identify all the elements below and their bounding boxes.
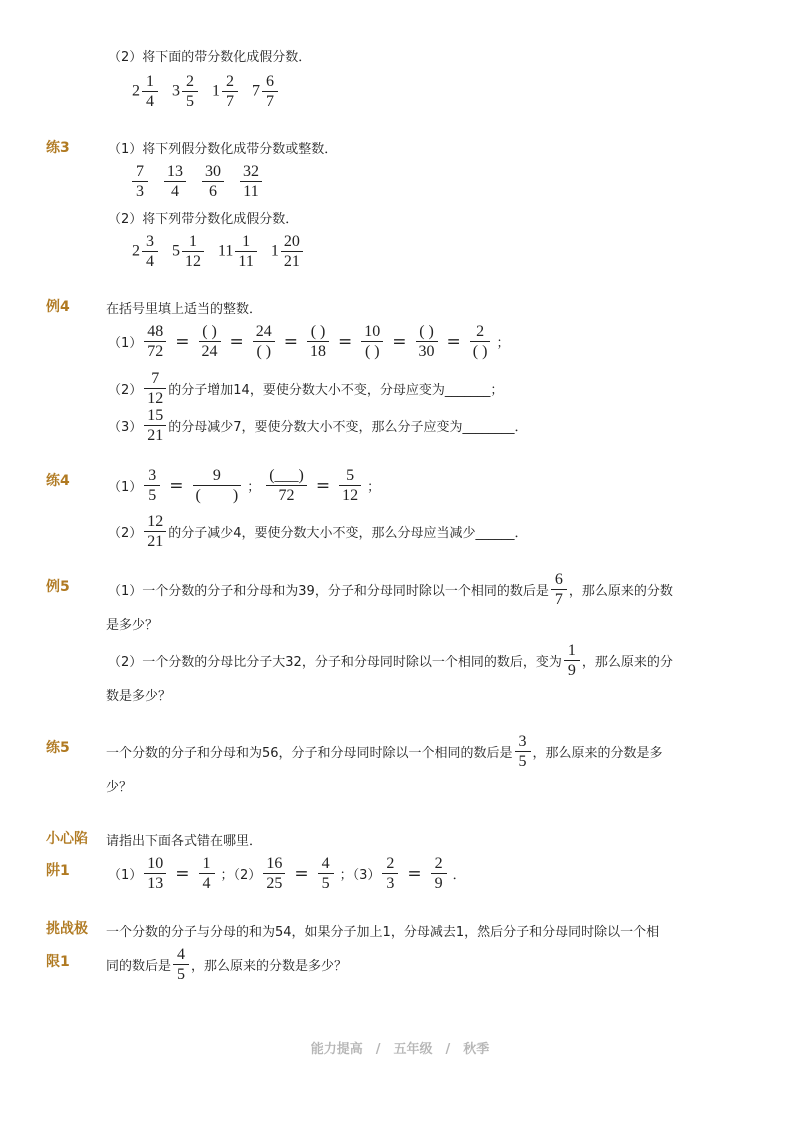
fraction: 7 12 [144,369,166,408]
punctuation: ； [496,336,510,351]
fraction: (___) 72 [266,466,307,505]
lian4-part2 [108,512,528,551]
li4-equation-chain [108,322,509,361]
challenge-text: ，那么原来的分数是多少？ [191,959,348,974]
page-footer: 能力提高 / 五年级 / 秋季 [310,1042,490,1057]
lian4-part1 [108,466,380,505]
fraction: 30 6 [202,162,224,201]
fraction: ( ) 18 [307,322,329,361]
section-label-trap-a: 小心陷 [46,831,88,847]
fraction: $\frac{2}{9}$ [431,854,447,893]
fraction: $\frac{2}{3}$ [382,854,398,893]
item-number: （1） [108,336,143,351]
fraction: 24 ( ) [253,322,275,361]
fraction: 2 ( ) [470,322,491,361]
lian3-q2-text: （2）将下列带分数化成假分数． [108,212,299,227]
item-number: ；（2） [220,868,262,883]
equals-sign: = [338,331,353,352]
fraction: 15 21 [144,406,166,445]
li4-intro: 在括号里填上适当的整数． [106,302,263,317]
section-label-lian4: 练4 [46,473,70,489]
equals-sign: = [229,331,244,352]
fraction: 13 4 [164,162,186,201]
fraction: ( ) 30 [416,322,438,361]
li5-part2-line1 [108,641,673,680]
mixed-number: 1 $\frac{2}{7}$ [212,72,240,111]
top-q2-text: （2）将下面的带分数化成假分数． [108,50,312,65]
li5-part1-text: （1）一个分数的分子和分母和为39，分子和分母同时除以一个相同的数后是 [108,584,549,599]
equals-sign: = [175,331,190,352]
equals-sign: = [283,331,299,352]
lian3-q1-text: （1）将下列假分数化成带分数或整数． [108,142,338,157]
lian5-text: 一个分数的分子和分母和为56，分子和分母同时除以一个相同的数后是 [106,746,513,761]
mixed-number: 11 $\frac{1}{11}$ [218,232,259,271]
equals-sign: = [175,863,190,884]
fraction: 7 3 [132,162,148,201]
top-mixed-row [132,72,292,111]
item-number: （2） [108,526,143,541]
section-label-lian3: 练3 [46,140,70,156]
trap-intro: 请指出下面各式错在哪里． [106,834,263,849]
fraction: ( ) 24 [199,322,221,361]
section-label-li4: 例4 [46,299,70,315]
fraction: 3 5 [515,732,531,771]
fraction: 4 5 [173,945,189,984]
fraction: $\frac{10}{13}$ [144,854,166,893]
item-number: （1） [108,480,143,495]
li5-part1-line2: 是多少？ [106,618,159,633]
equals-sign: = [446,331,461,352]
li5-part2-line2: 数是多少？ [106,689,172,704]
lian5-line1 [106,732,663,771]
li5-part2-text: ，那么原来的分 [581,655,673,670]
challenge-line1: 一个分数的分子与分母的和为54，如果分子加上1，分母减去1，然后分子和分母同时除以一个相 [106,925,660,940]
lian4-part2-text: 的分子减少4，要使分数大小不变，那么分母应当减少______． [168,526,528,541]
fraction: 9 ( ) [193,466,242,505]
fraction: $\frac{1}{4}$ [199,854,215,893]
li5-part2-text: （2）一个分数的分母比分子大32，分子和分母同时除以一个相同的数后，变为 [108,655,562,670]
equals-sign: = [169,475,184,496]
fraction: 6 7 [551,570,567,609]
lian5-text: ，那么原来的分数是多 [532,746,663,761]
li4-part3-text: 的分母减少7，要使分数大小不变，那么分子应变为________． [168,420,528,435]
mixed-number: 2 $\frac{1}{4}$ [132,72,160,111]
punctuation: ； [247,480,261,495]
fraction: $\frac{5}{12}$ [339,466,361,505]
mixed-number: 7 $\frac{6}{7}$ [252,72,280,111]
equals-sign: = [294,863,309,884]
mixed-number: 3 $\frac{2}{5}$ [172,72,200,111]
punctuation: ． [452,868,466,883]
section-label-challenge-a: 挑战极 [46,921,88,937]
fraction: $\frac{48}{72}$ [144,322,166,361]
item-number: （2） [108,383,143,398]
lian3-fraction-row [130,162,264,201]
li4-part2-text: 的分子增加14，要使分数大小不变，分母应变为_______； [168,383,504,398]
lian5-line2: 少？ [106,780,133,795]
li5-part1-line1 [108,570,673,609]
fraction: $\frac{3}{5}$ [144,466,160,505]
item-number: （3） [108,420,143,435]
item-number: （1） [108,868,143,883]
challenge-text: 同的数后是 [106,959,172,974]
challenge-line2 [106,945,347,984]
li5-part1-text: ，那么原来的分数 [568,584,673,599]
fraction: 1 9 [564,641,580,680]
mixed-number: 5 $\frac{1}{12}$ [172,232,206,271]
lian3-mixed-row [132,232,317,271]
li4-part2 [108,369,503,408]
trap-equations [108,854,466,893]
fraction: $\frac{4}{5}$ [318,854,334,893]
mixed-number: 2 $\frac{3}{4}$ [132,232,160,271]
fraction: 10 ( ) [361,322,383,361]
punctuation: ； [367,480,381,495]
section-label-challenge-b: 限1 [46,954,70,970]
fraction: $\frac{16}{25}$ [263,854,285,893]
equals-sign: = [315,475,331,496]
section-label-lian5: 练5 [46,740,70,756]
mixed-number: 1 $\frac{20}{21}$ [271,232,305,271]
equals-sign: = [407,863,422,884]
equals-sign: = [392,331,407,352]
section-label-trap-b: 阱1 [46,863,70,879]
fraction: 32 11 [240,162,262,201]
section-label-li5: 例5 [46,579,70,595]
fraction: 12 21 [144,512,166,551]
item-number: ；（3） [339,868,381,883]
li4-part3 [108,406,528,445]
